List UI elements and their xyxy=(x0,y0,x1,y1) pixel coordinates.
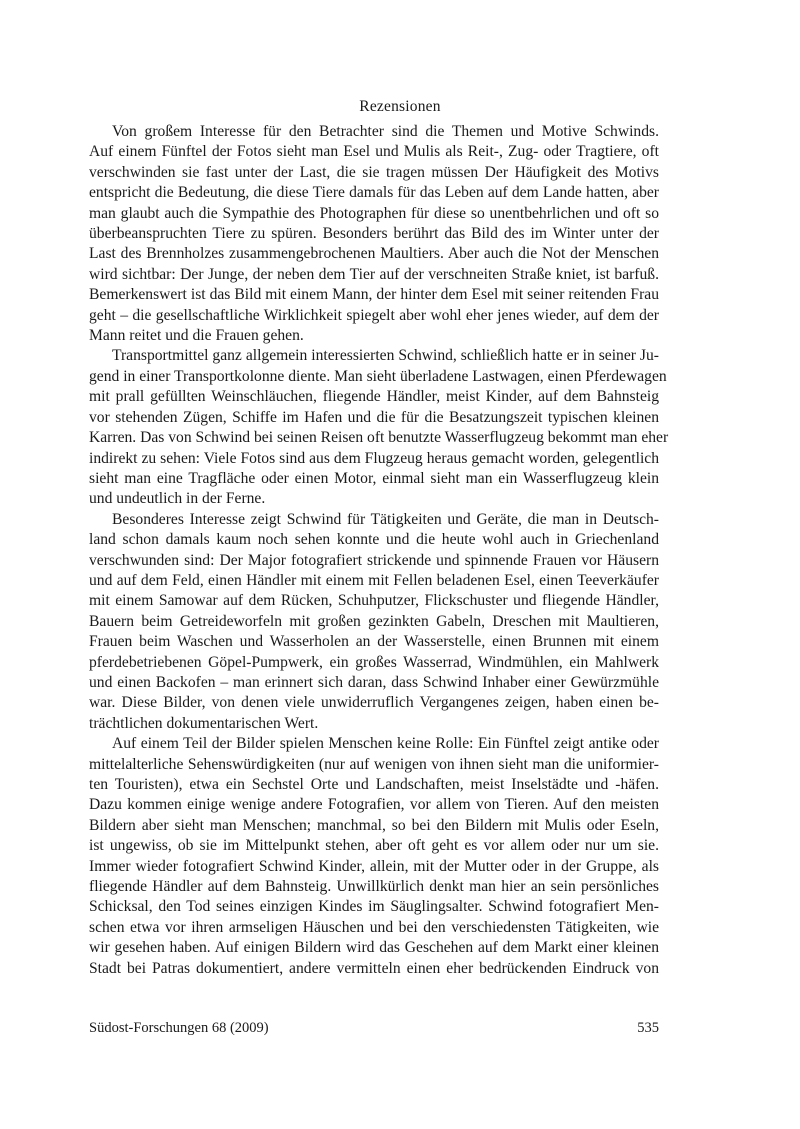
text-line: Transportmittel ganz allgemein interessierten Schwind, schließlich hatte er in seiner Ju- xyxy=(112,347,659,365)
text-line: und einen Backofen – man erinnert sich daran, dass Schwind Inhaber einer Gewürzmühle xyxy=(89,673,659,691)
text-line: mittelalterliche Sehenswürdigkeiten (nur auf wenigen von ihnen sieht man die uniformier- xyxy=(89,755,659,773)
text-line: Bemerkenswert ist das Bild mit einem Mann, der hinter dem Esel mit seiner reitenden Frau xyxy=(89,286,659,304)
article-body xyxy=(89,122,669,979)
text-line: geht – die gesellschaftliche Wirklichkeit spiegelt aber wohl eher jenes wieder, auf dem der xyxy=(89,306,659,324)
text-line: man glaubt auch die Sympathie des Photographen für diese so unentbehrlichen und oft so xyxy=(89,204,659,222)
text-line: pferdebetriebenen Göpel-Pumpwerk, ein großes Wasserrad, Windmühlen, ein Mahlwerk xyxy=(89,653,659,671)
text-line: fliegende Händler auf dem Bahnsteig. Unwillkürlich denkt man hier an sein persönliches xyxy=(89,878,659,896)
text-line: land schon damals kaum noch sehen konnte und die heute wohl auch in Griechenland xyxy=(89,531,659,549)
text-line: Immer wieder fotografiert Schwind Kinder, allein, mit der Mutter oder in der Gruppe, als xyxy=(89,857,659,875)
text-line: mit einem Samowar auf dem Rücken, Schuhputzer, Flickschuster und fliegende Händler, xyxy=(89,592,659,610)
text-line: Von großem Interesse für den Betrachter sind die Themen und Motive Schwinds. xyxy=(112,123,659,140)
text-line: Bauern beim Getreideworfeln mit großen gezinkten Gabeln, Dreschen mit Maultieren, xyxy=(89,612,659,630)
text-line: schen etwa vor ihren armseligen Häuschen und bei den verschiedensten Tätigkeiten, wie xyxy=(89,918,659,936)
text-line: Auf einem Fünftel der Fotos sieht man Esel und Mulis als Reit-, Zug- oder Tragtiere, oft xyxy=(89,143,659,161)
text-line: vor stehenden Zügen, Schiffe im Hafen und die für die Besatzungszeit typischen kleinen xyxy=(89,408,659,426)
text-line: sieht man eine Tragfläche oder einen Motor, einmal sieht man ein Wasserflugzeug klein xyxy=(89,469,659,487)
text-line: und undeutlich in der Ferne. xyxy=(89,490,266,508)
paragraph xyxy=(89,734,659,979)
text-line: Schicksal, den Tod seines einzigen Kindes im Säuglingsalter. Schwind fotografiert Men- xyxy=(89,898,659,916)
text-line: Dazu kommen einige wenige andere Fotografien, vor allem von Tieren. Auf den meisten xyxy=(89,796,659,814)
text-line: wir gesehen haben. Auf einigen Bildern wird das Geschehen auf dem Markt einer kleinen xyxy=(89,939,659,957)
text-line: Besonderes Interesse zeigt Schwind für Tätigkeiten und Geräte, die man in Deutsch- xyxy=(112,510,659,528)
text-line: ten Touristen), etwa ein Sechstel Orte und Landschaften, meist Inselstädte und -häfen. xyxy=(89,776,659,793)
text-line: mit prall gefüllten Weinschläuchen, fliegende Händler, meist Kinder, auf dem Bahnsteig xyxy=(89,388,659,406)
running-head: Rezensionen xyxy=(359,98,441,115)
text-line: trächtlichen dokumentarischen Wert. xyxy=(89,714,319,732)
text-line: Bildern aber sieht man Menschen; manchmal, so bei den Bildern mit Mulis oder Eseln, xyxy=(89,816,659,834)
page-number: 535 xyxy=(637,1020,659,1036)
text-line: verschwinden sie fast unter der Last, die sie tragen müssen Der Häufigkeit des Motivs xyxy=(89,163,659,181)
text-line: wird sichtbar: Der Junge, der neben dem Tier auf der verschneiten Straße kniet, ist barfuß. xyxy=(89,265,659,283)
paragraph xyxy=(89,510,659,734)
text-line: verschwunden sind: Der Major fotografiert strickende und spinnende Frauen vor Häusern xyxy=(89,551,659,569)
text-line: und auf dem Feld, einen Händler mit einem mit Fellen beladenen Esel, einen Teeverkäufer xyxy=(89,571,659,589)
text-line: entspricht die Bedeutung, die diese Tiere damals für das Leben auf dem Lande hatten, aber xyxy=(89,184,659,202)
text-line: Karren. Das von Schwind bei seinen Reisen oft benutzte Wasserflugzeug bekommt man eher xyxy=(89,429,669,447)
paragraph xyxy=(89,346,669,509)
text-line: Frauen beim Waschen und Wasserholen an der Wasserstelle, einen Brunnen mit einem xyxy=(89,633,659,651)
paragraph xyxy=(89,122,659,346)
text-line: gend in einer Transportkolonne diente. Man sieht überladene Lastwagen, einen Pferdewagen xyxy=(89,367,667,385)
journal-citation: Südost-Forschungen 68 (2009) xyxy=(89,1020,269,1036)
text-line: überbeanspruchten Tiere zu spüren. Besonders berührt das Bild des im Winter unter der xyxy=(89,225,659,243)
text-line: indirekt zu sehen: Viele Fotos sind aus dem Flugzeug heraus gemacht worden, gelegentlich xyxy=(89,449,659,467)
text-line: Mann reitet und die Frauen gehen. xyxy=(89,327,304,345)
text-line: Stadt bei Patras dokumentiert, andere vermitteln einen eher bedrückenden Eindruck von xyxy=(89,959,659,977)
text-line: ist ungewiss, ob sie im Mittelpunkt stehen, aber oft geht es vor allem oder nur um sie. xyxy=(89,837,659,855)
text-line: Auf einem Teil der Bilder spielen Menschen keine Rolle: Ein Fünftel zeigt antike oder xyxy=(112,735,659,753)
text-line: Last des Brennholzes zusammengebrochenen Maultiers. Aber auch die Not der Menschen xyxy=(89,245,659,263)
text-line: war. Diese Bilder, von denen viele unwiderruflich Vergangenes zeigen, haben einen be- xyxy=(89,694,659,712)
